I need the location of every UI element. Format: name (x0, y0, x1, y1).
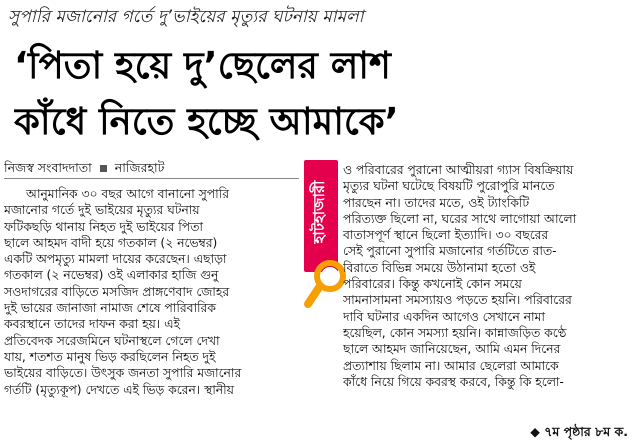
article-line: হয়েছিল, কোন সমস্যা হয়নি। কান্নাজড়িত কণ্ঠে (343, 325, 567, 340)
article-line: ভাইয়ের বাড়িতে। উৎসুক জনতা সুপারি মজানোর (4, 366, 242, 381)
article-line: পরিবারের। কিন্তু কখনোই কোন সময়ে (343, 277, 522, 292)
article-line: দুই ভায়ের জানাজা নামাজ শেষে পারিবারিক (4, 301, 216, 316)
article-line: প্রত্যাশায় ছিলাম না। আমার ছেলেরা আমাকে (343, 358, 559, 373)
kicker-line: সুপারি মজানোর গর্তে দু’ভাইয়ের মৃত্যুর ঘটনায় মামলা (8, 7, 364, 27)
byline (4, 160, 299, 180)
article-line: ফটিকছড়ি থানায় নিহত দুই ভাইয়ের পিতা (4, 219, 203, 234)
continuation-note (530, 424, 628, 444)
article-line: গর্তটি (মৃত্যুকূপ) দেখতে এই ভিড় করেন। স্থানীয় (4, 382, 234, 397)
article-line: কাঁধে নিয়ে গিয়ে কবরস্থ করবে, কিন্তু কি হলো- (343, 374, 564, 389)
article-line: মজানোর গর্তে দুই ভাইয়ের মৃত্যুর ঘটনায় (4, 203, 200, 218)
article-line: পরিত্যক্ত ছিলো না, ঘরের সাথে লাগোয়া আলো (343, 211, 577, 226)
article-line: দাবি ঘটনার একদিন আগেও সেখানে নামা (343, 309, 545, 324)
article-line: বিরাতে বিভিন্ন সময়ে উঠানামা হতো ওই (343, 260, 536, 275)
article-line: গতকাল (২ নভেম্বর) ওই এলাকার হাজি গুনু (4, 268, 219, 283)
article-line: পারছেন না। তাদের মতে, ওই ট্যাংকিটি (343, 195, 530, 210)
byline-divider (4, 178, 299, 179)
article-line: প্রতিবেদক সরেজমিনে ঘটনাস্থলে গেলে দেখা (4, 333, 220, 348)
article-line: ছালে আহমদ জানিয়েছেন, আমি এমন দিনের (343, 342, 561, 357)
continuation-text: ৭ম পৃষ্ঠার ৮ম ক. (544, 424, 628, 439)
article-column-left (4, 186, 294, 448)
article-column-right (343, 162, 635, 448)
square-bullet-icon (100, 165, 107, 172)
dateline-location: নাজিরহাট (114, 160, 165, 175)
article-line: বাতাসপূর্ণ স্থানে ছিলো ইত্যাদি। ৩০ বছরের (343, 228, 549, 243)
headline-line-2: কাঁধে নিতে হচ্ছে আমাকে’ (14, 100, 399, 143)
article-line: সওদাগরের বাড়িতে মসজিদ প্রাঙ্গণেবাদ জোহর (4, 284, 230, 299)
article-line: কবরস্থানে তাদের দাফন করা হয়। এই (4, 317, 180, 332)
article-line: ছালে আহমদ বাদী হয়ে গতকাল (২ নভেম্বর) (4, 235, 218, 250)
article-line: একটি অপমৃত্যু মামলা দায়ের করেছেন। এছাড়া (4, 252, 227, 267)
headline-line-1: ‘পিতা হয়ে দু’ছেলের লাশ (14, 44, 391, 87)
article-line: যায়, শতশত মানুষ ভিড় করছিলেন নিহত দুই (4, 349, 216, 364)
section-tag-label: হাটহাজারী (310, 180, 328, 244)
article-line: মৃত্যুর ঘটনা ঘটেছে বিষয়টি পুরোপুরি মানতে (343, 179, 555, 194)
article-line: সামনাসামনা সমস্যায়ও পড়তে হয়নি। পরিবারের (343, 293, 572, 308)
article-line: আনুমানিক ৩০ বছর আগে বানানো সুপারি (26, 187, 229, 201)
reporter-credit: নিজস্ব সংবাদদাতা (4, 160, 92, 175)
diamond-bullet-icon: ◆ (530, 424, 540, 439)
article-line: সেই পুরানো সুপারি মজানোর গর্তটিতে রাত- (343, 244, 557, 259)
article-line: ও পরিবারের পুরানো আত্মীয়রা গ্যাস বিষক্রিয়ায় (343, 163, 574, 177)
